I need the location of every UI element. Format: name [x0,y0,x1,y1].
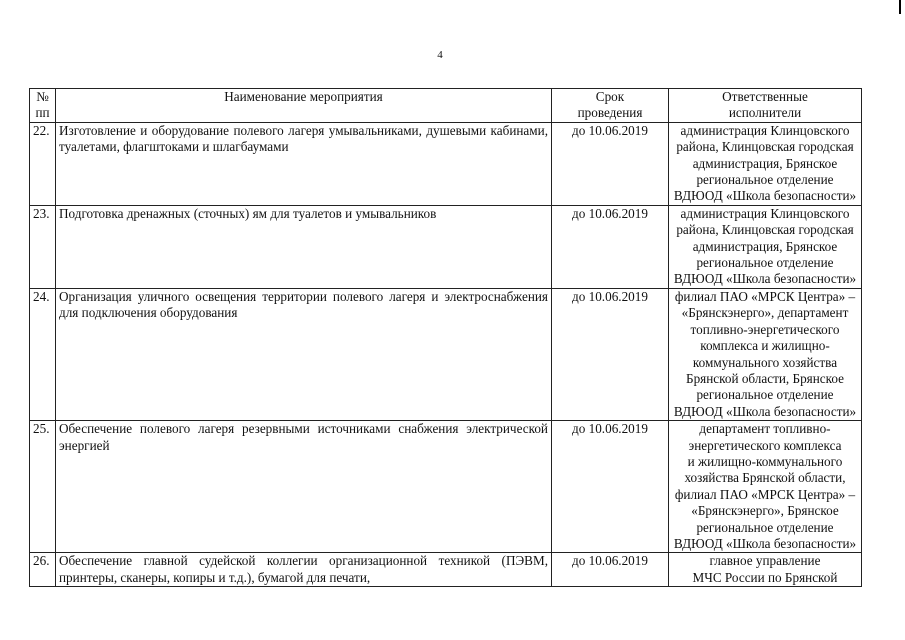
deadline: до 10.06.2019 [552,553,669,587]
activity-name: Изготовление и оборудование полевого лагеря умывальниками, душевыми кабинами, туалетами, флагштоками и шлагбаумами [56,122,552,205]
responsible-line: региональное отделение [696,519,834,535]
responsible-line: региональное отделение [696,255,834,271]
responsible-line: администрация, Брянское [692,155,838,171]
table-row [30,553,862,587]
responsible-line: ВДЮОД «Школа безопасности» [673,403,857,419]
responsible-line: коммунального хозяйства [692,354,838,370]
responsible-parties [669,421,862,553]
deadline: до 10.06.2019 [552,205,669,288]
responsible-line: региональное отделение [696,172,834,188]
activity-name: Организация уличного освещения территории полевого лагеря и электроснабжения для подключения оборудования [56,288,552,420]
activity-name: Обеспечение главной судейской коллегии организационной техникой (ПЭВМ, принтеры, сканеры, копиры и т.д.), бумагой для печати, [56,553,552,587]
responsible-line: хозяйства Брянской области, [684,470,846,486]
scan-edge-mark [899,0,901,14]
header-number-line: пп [35,105,50,121]
header-activity-name: Наименование мероприятия [56,89,552,123]
responsible-parties [669,553,862,587]
table-row [30,288,862,420]
responsible-line: района, Клинцовская городская [676,139,854,155]
header-deadline-line: Срок [595,89,625,104]
activity-name: Подготовка дренажных (сточных) ям для туалетов и умывальников [56,205,552,288]
table-header-row [30,89,862,123]
responsible-line: района, Клинцовская городская [676,222,854,238]
activity-name: Обеспечение полевого лагеря резервными источниками снабжения электрической энергией [56,421,552,553]
deadline: до 10.06.2019 [552,421,669,553]
responsible-line: «Брянскэнерго», департамент [681,305,849,321]
responsible-line: администрация, Брянское [692,238,838,254]
responsible-line: энергетического комплекса [688,437,842,453]
page-number: 4 [437,49,443,61]
table-row [30,421,862,553]
row-number: 25. [30,421,56,553]
activities-table [29,88,862,587]
row-number: 24. [30,288,56,420]
table-row [30,122,862,205]
responsible-line: филиал ПАО «МРСК Центра» – [674,486,856,502]
header-number-line: № [36,89,49,104]
responsible-parties [669,122,862,205]
responsible-line: ВДЮОД «Школа безопасности» [673,271,857,287]
responsible-line: Брянской области, Брянское [686,370,844,386]
responsible-line: ВДЮОД «Школа безопасности» [673,535,857,551]
header-responsible [669,89,862,123]
responsible-parties [669,288,862,420]
responsible-line: «Брянскэнерго», Брянское [691,503,839,519]
responsible-line: и жилищно-коммунального [687,453,843,469]
table-row [30,205,862,288]
header-responsible-line: исполнители [728,105,802,121]
responsible-parties [669,205,862,288]
header-responsible-line: Ответственные [722,89,808,104]
deadline: до 10.06.2019 [552,288,669,420]
header-deadline [552,89,669,123]
header-number [30,89,56,123]
responsible-line: администрация Клинцовского [680,122,850,138]
responsible-line: топливно-энергетического [690,321,840,337]
responsible-line: администрация Клинцовского [680,205,850,221]
responsible-line: ВДЮОД «Школа безопасности» [673,188,857,204]
responsible-line: региональное отделение [696,387,834,403]
row-number: 26. [30,553,56,587]
responsible-line: филиал ПАО «МРСК Центра» – [674,288,856,304]
responsible-line: комплекса и жилищно- [700,338,830,354]
row-number: 22. [30,122,56,205]
responsible-line: МЧС России по Брянской [692,569,838,585]
responsible-line: главное управление [709,553,821,569]
responsible-line: департамент топливно- [699,421,831,437]
header-deadline-line: проведения [577,105,643,121]
row-number: 23. [30,205,56,288]
deadline: до 10.06.2019 [552,122,669,205]
